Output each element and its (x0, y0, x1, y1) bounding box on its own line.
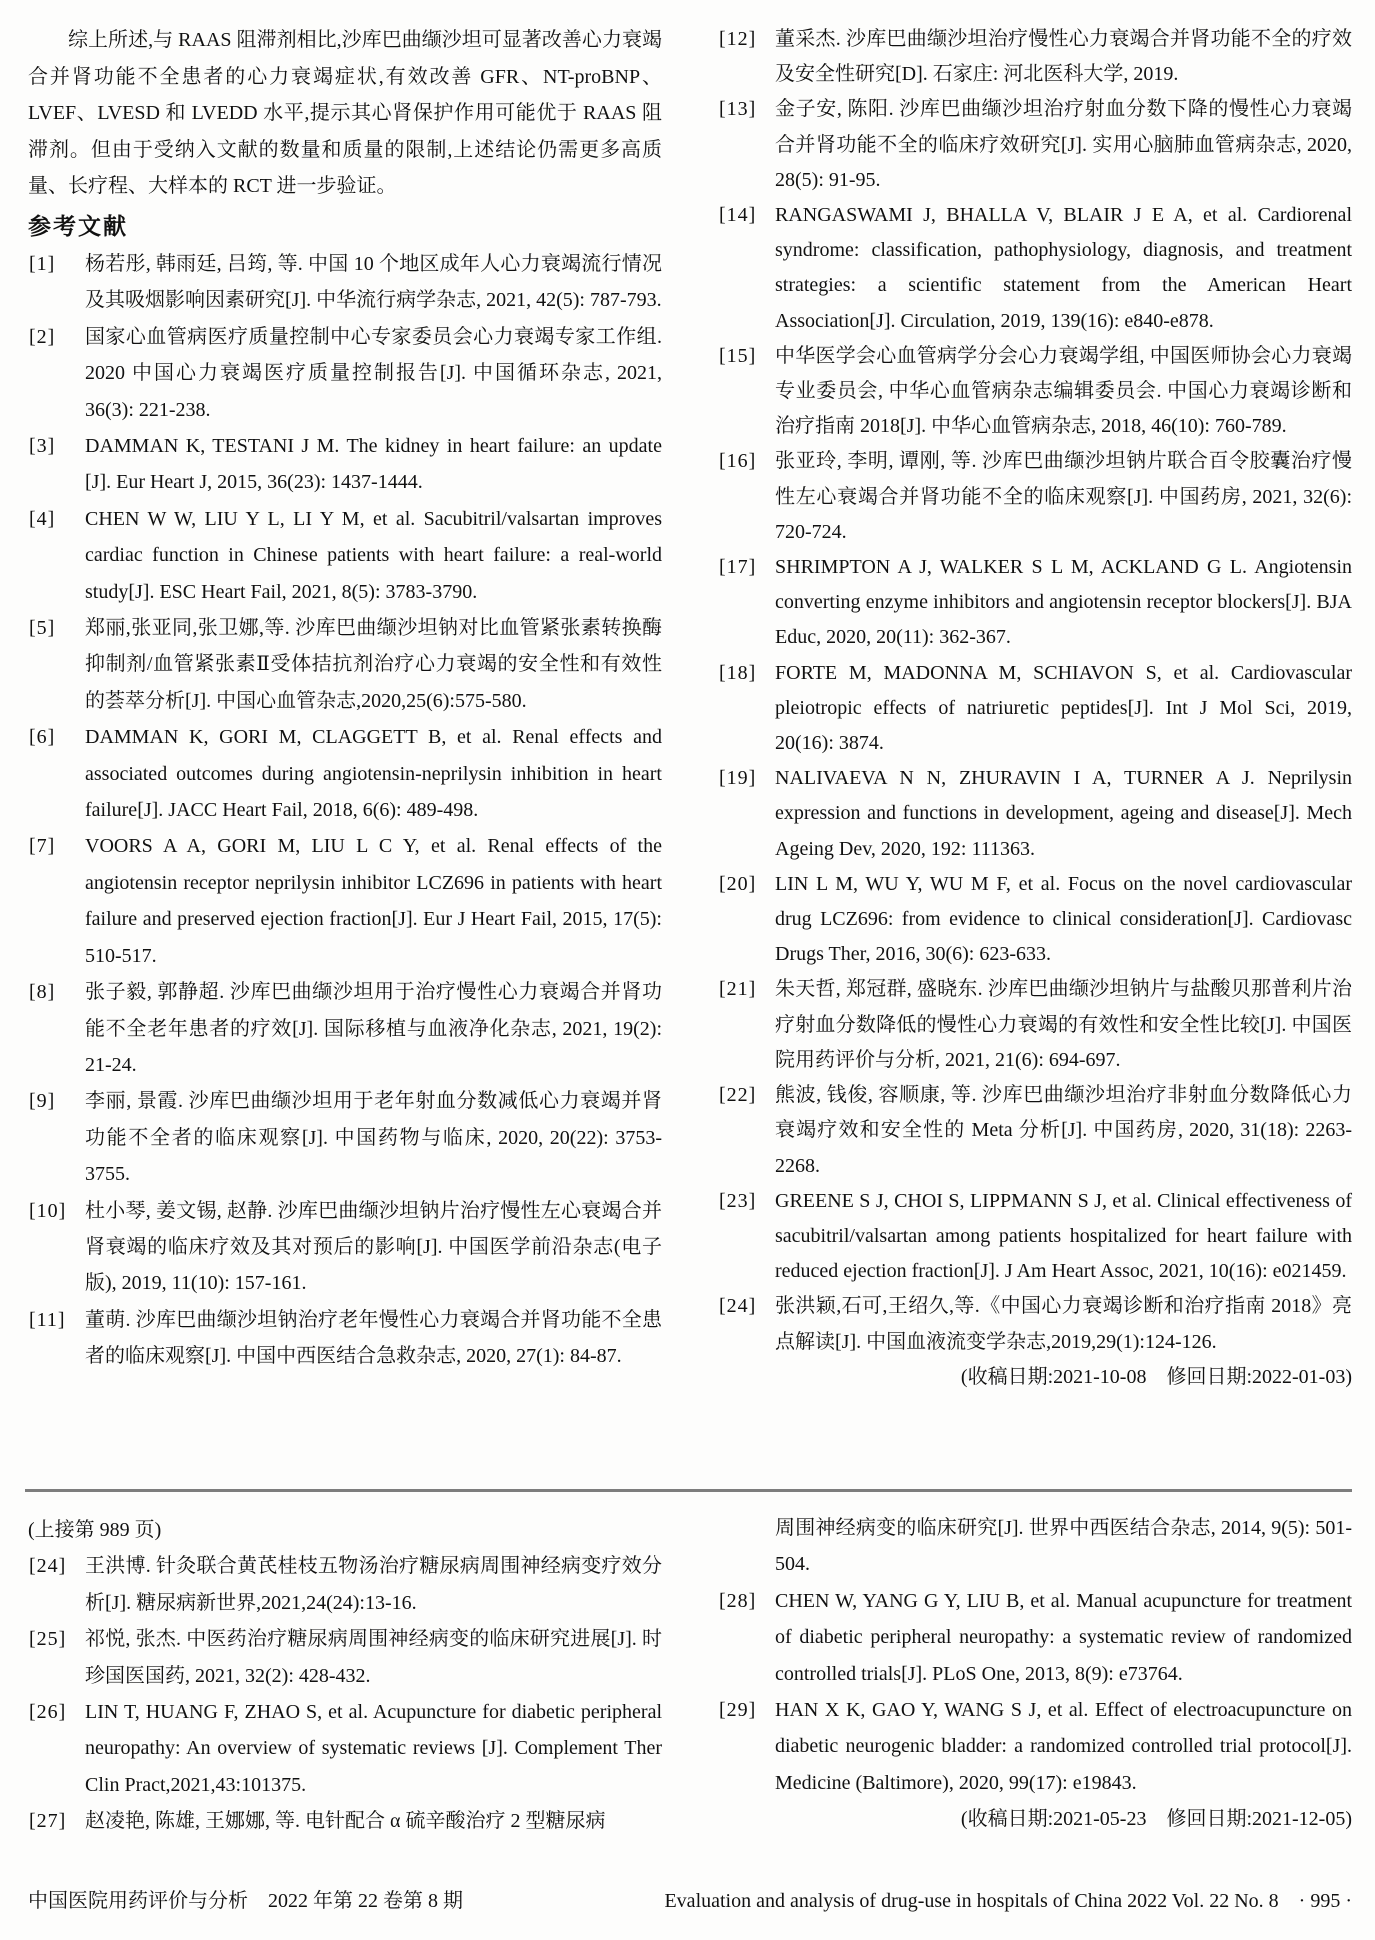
reference-text: DAMMAN K, GORI M, CLAGGETT B, et al. Renal effects and associated outcomes during angiotensin-neprilysin inhibition in heart failure[J]. JACC Heart Fail, 2018, 6(6): 489-498. (85, 726, 662, 822)
reference-marker: [13] (719, 98, 757, 121)
reference-item (718, 972, 1352, 1078)
references-heading: 参考文献 (28, 212, 128, 239)
reference-marker: [9] (29, 1090, 56, 1113)
reference-item (718, 198, 1352, 339)
reference-marker: [22] (719, 1084, 757, 1107)
reference-item (28, 610, 662, 719)
reference-marker: [27] (29, 1810, 67, 1833)
reference-item (28, 1083, 662, 1192)
reference-item (718, 1583, 1352, 1692)
reference-text: 郑丽,张亚同,张卫娜,等. 沙库巴曲缬沙坦钠对比血管紧张素转换酶抑制剂/血管紧张素Ⅱ受体拮抗剂治疗心力衰竭的安全性和有效性的荟萃分析[J]. 中国心血管杂志,2020,25(6):575-580. (85, 617, 662, 712)
reference-item (718, 550, 1352, 656)
reference-text: 国家心血管病医疗质量控制中心专家委员会心力衰竭专家工作组. 2020 中国心力衰竭医疗质量控制报告[J]. 中国循环杂志, 2021, 36(3): 221-238. (85, 325, 662, 421)
references-list-bottom-right (718, 1510, 1352, 1801)
reference-text: 周围神经病变的临床研究[J]. 世界中西医结合杂志, 2014, 9(5): 501-504. (775, 1517, 1352, 1576)
reference-item (28, 501, 662, 610)
reference-text: 祁悦, 张杰. 中医药治疗糖尿病周围神经病变的临床研究进展[J]. 时珍国医国药, 2021, 32(2): 428-432. (85, 1628, 662, 1687)
references-list-right (718, 22, 1352, 1360)
right-column-top (718, 22, 1352, 1395)
reference-marker: [21] (719, 978, 757, 1001)
reference-text: 熊波, 钱俊, 容顺康, 等. 沙库巴曲缬沙坦治疗非射血分数降低心力衰竭疗效和安全性的 Meta 分析[J]. 中国药房, 2020, 31(18): 2263-2268. (775, 1084, 1352, 1177)
reference-text: CHEN W, YANG G Y, LIU B, et al. Manual acupuncture for treatment of diabetic peripheral neuropathy: a systematic review of randomized controlled trials[J]. PLoS One, 2013, 8(9): e73764. (775, 1589, 1352, 1685)
reference-marker: [10] (29, 1199, 67, 1222)
reference-marker: [23] (719, 1189, 757, 1212)
reference-text: 杨若彤, 韩雨廷, 吕筠, 等. 中国 10 个地区成年人心力衰竭流行情况及其吸烟影响因素研究[J]. 中华流行病学杂志, 2021, 42(5): 787-793. (85, 252, 662, 312)
reference-item (718, 339, 1352, 445)
reference-item (718, 656, 1352, 762)
reference-marker: [6] (29, 726, 56, 749)
left-column-top (28, 22, 662, 1375)
reference-marker: [3] (29, 435, 56, 457)
reference-item (718, 1078, 1352, 1184)
reference-item (28, 719, 662, 828)
reference-text: 王洪博. 针灸联合黄芪桂枝五物汤治疗糖尿病周围神经病变疗效分析[J]. 糖尿病新世界,2021,24(24):13-16. (85, 1555, 662, 1614)
reference-text: CHEN W W, LIU Y L, LI Y M, et al. Sacubitril/valsartan improves cardiac function in Chinese patients with heart failure: a real-world study[J]. ESC Heart Fail, 2021, 8(5): 3783-3790. (85, 507, 662, 603)
reference-text: 中华医学会心血管病学分会心力衰竭学组, 中国医师协会心力衰竭专业委员会, 中华心血管病杂志编辑委员会. 中国心力衰竭诊断和治疗指南 2018[J]. 中华心血管病杂志, 2018, 46(10): 760-789. (775, 344, 1352, 438)
reference-text: SHRIMPTON A J, WALKER S L M, ACKLAND G L. Angiotensin converting enzyme inhibitors and angiotensin receptor blockers[J]. BJA Educ, 2020, 20(11): 362-367. (775, 556, 1352, 649)
reference-text: GREENE S J, CHOI S, LIPPMANN S J, et al. Clinical effectiveness of sacubitril/valsartan among patients hospitalized for heart failure with reduced ejection fraction[J]. J Am Heart Assoc, 2021, 10(16): e021459. (775, 1189, 1352, 1283)
reference-marker: [24] (29, 1555, 67, 1578)
reference-text: VOORS A A, GORI M, LIU L C Y, et al. Renal effects of the angiotensin receptor neprilysin inhibitor LCZ696 in patients with heart failure and preserved ejection fraction[J]. Eur J Heart Fail, 2015, 17(5): 510-517. (85, 835, 662, 967)
reference-item (28, 974, 662, 1083)
reference-item (718, 1692, 1352, 1801)
reference-marker: [11] (29, 1308, 66, 1331)
reference-text: FORTE M, MADONNA M, SCHIAVON S, et al. Cardiovascular pleiotropic effects of natriuretic peptides[J]. Int J Mol Sci, 2019, 20(16): 3874. (775, 661, 1352, 755)
reference-item (718, 1289, 1352, 1359)
footer-journal-title-cn: 中国医院用药评价与分析 2022 年第 22 卷第 8 期 (28, 1890, 463, 1912)
reference-marker: [20] (719, 872, 757, 895)
right-column-bottom (718, 1510, 1352, 1838)
reference-marker: [16] (719, 450, 757, 473)
reference-marker: [12] (719, 28, 757, 50)
section-divider-rule (25, 1489, 1352, 1492)
reference-text: LIN T, HUANG F, ZHAO S, et al. Acupuncture for diabetic peripheral neuropathy: An overview of systematic reviews [J]. Complement Ther Clin Pract,2021,43:101375. (85, 1701, 662, 1796)
reference-text: 赵凌艳, 陈雄, 王娜娜, 等. 电针配合 α 硫辛酸治疗 2 型糖尿病 (85, 1810, 606, 1833)
reference-item (718, 867, 1352, 973)
reference-item (28, 1302, 662, 1375)
reference-item (718, 1184, 1352, 1290)
received-revised-date-bottom: (收稿日期:2021-05-23 修回日期:2021-12-05) (960, 1808, 1352, 1831)
left-column-bottom (28, 1512, 662, 1840)
reference-item (28, 319, 662, 428)
references-list-left (28, 246, 662, 1375)
reference-item (28, 428, 662, 501)
reference-item (28, 1803, 662, 1839)
reference-item (28, 1621, 662, 1694)
reference-marker: [25] (29, 1628, 67, 1651)
reference-text: 朱天哲, 郑冠群, 盛晓东. 沙库巴曲缬沙坦钠片与盐酸贝那普利片治疗射血分数降低的慢性心力衰竭的有效性和安全性比较[J]. 中国医院用药评价与分析, 2021, 21(6): 694-697. (775, 978, 1352, 1071)
reference-marker: [19] (719, 767, 757, 790)
reference-text: RANGASWAMI J, BHALLA V, BLAIR J E A, et al. Cardiorenal syndrome: classification, pathophysiology, diagnosis, and treatment strategies: a scientific statement from the American Heart Association[J]. Circulation, 2019, 139(16): e840-e878. (775, 204, 1352, 332)
reference-text: 张子毅, 郭静超. 沙库巴曲缬沙坦用于治疗慢性心力衰竭合并肾功能不全老年患者的疗效[J]. 国际移植与血液净化杂志, 2021, 19(2): 21-24. (85, 981, 662, 1076)
reference-marker: [29] (719, 1699, 757, 1722)
reference-marker: [28] (719, 1589, 757, 1612)
reference-text: 张洪颖,石可,王绍久,等.《中国心力衰竭诊断和治疗指南 2018》亮点解读[J]. 中国血液流变学杂志,2019,29(1):124-126. (775, 1295, 1352, 1353)
reference-text: HAN X K, GAO Y, WANG S J, et al. Effect of electroacupuncture on diabetic neurogenic bladder: a randomized controlled trial protocol[J]. Medicine (Baltimore), 2020, 99(17): e19843. (775, 1699, 1352, 1794)
reference-marker: [7] (29, 835, 56, 858)
reference-marker: [2] (29, 325, 56, 348)
reference-marker: [5] (29, 617, 56, 640)
references-list-bottom-left (28, 1548, 662, 1839)
footer-journal-title-en-page-number: Evaluation and analysis of drug-use in hospitals of China 2022 Vol. 22 No. 8 · 995 · (664, 1890, 1352, 1912)
reference-item (718, 22, 1352, 92)
reference-item (28, 246, 662, 319)
reference-item (718, 1510, 1352, 1583)
reference-item (718, 92, 1352, 198)
reference-text: NALIVAEVA N N, ZHURAVIN I A, TURNER A J. Neprilysin expression and functions in development, ageing and disease[J]. Mech Ageing Dev, 2020, 192: 111363. (775, 767, 1352, 860)
reference-marker: [15] (719, 344, 757, 367)
received-revised-date-top: (收稿日期:2021-10-08 修回日期:2022-01-03) (960, 1365, 1352, 1388)
reference-marker: [4] (29, 507, 56, 530)
reference-marker: [24] (719, 1295, 757, 1318)
reference-text: 张亚玲, 李明, 谭刚, 等. 沙库巴曲缬沙坦钠片联合百令胶囊治疗慢性左心衰竭合并肾功能不全的临床观察[J]. 中国药房, 2021, 32(6): 720-724. (775, 450, 1352, 543)
reference-text: LIN L M, WU Y, WU M F, et al. Focus on the novel cardiovascular drug LCZ696: from evidence to clinical consideration[J]. Cardiovasc Drugs Ther, 2016, 30(6): 623-633. (775, 872, 1352, 966)
reference-marker: [26] (29, 1701, 67, 1724)
reference-text: 李丽, 景霞. 沙库巴曲缬沙坦用于老年射血分数减低心力衰竭并肾功能不全者的临床观察[J]. 中国药物与临床, 2020, 20(22): 3753-3755. (85, 1090, 662, 1186)
continued-from-note: (上接第 989 页) (28, 1519, 162, 1541)
reference-item (28, 1548, 662, 1621)
reference-marker: [18] (719, 661, 757, 684)
reference-item (28, 1193, 662, 1302)
reference-marker: [17] (719, 556, 757, 579)
reference-marker: [14] (719, 204, 757, 227)
reference-text: DAMMAN K, TESTANI J M. The kidney in heart failure: an update [J]. Eur Heart J, 2015, 36(23): 1437-1444. (85, 435, 662, 494)
reference-item (28, 828, 662, 974)
conclusion-paragraph: 综上所述,与 RAAS 阻滞剂相比,沙库巴曲缬沙坦可显著改善心力衰竭合并肾功能不全患者的心力衰竭症状,有效改善 GFR、NT-proBNP、LVEF、LVESD 和 LVEDD 水平,提示其心肾保护作用可能优于 RAAS 阻滞剂。但由于受纳入文献的数量和质量的限制,上述结论仍需更多高质量、长疗程、大样本的 RCT 进一步验证。 (28, 29, 662, 198)
page-footer (28, 1886, 1352, 1916)
reference-item (718, 444, 1352, 550)
reference-text: 董采杰. 沙库巴曲缬沙坦治疗慢性心力衰竭合并肾功能不全的疗效及安全性研究[D]. 石家庄: 河北医科大学, 2019. (775, 28, 1352, 86)
reference-item (718, 761, 1352, 867)
reference-text: 董萌. 沙库巴曲缬沙坦钠治疗老年慢性心力衰竭合并肾功能不全患者的临床观察[J]. 中国中西医结合急救杂志, 2020, 27(1): 84-87. (85, 1308, 662, 1368)
reference-marker: [1] (29, 252, 56, 275)
reference-text: 杜小琴, 姜文锡, 赵静. 沙库巴曲缬沙坦钠片治疗慢性左心衰竭合并肾衰竭的临床疗效及其对预后的影响[J]. 中国医学前沿杂志(电子版), 2019, 11(10): 157-161. (85, 1199, 662, 1295)
reference-item (28, 1694, 662, 1803)
reference-marker: [8] (29, 981, 56, 1004)
reference-text: 金子安, 陈阳. 沙库巴曲缬沙坦治疗射血分数下降的慢性心力衰竭合并肾功能不全的临床疗效研究[J]. 实用心脑肺血管病杂志, 2020, 28(5): 91-95. (775, 98, 1352, 191)
